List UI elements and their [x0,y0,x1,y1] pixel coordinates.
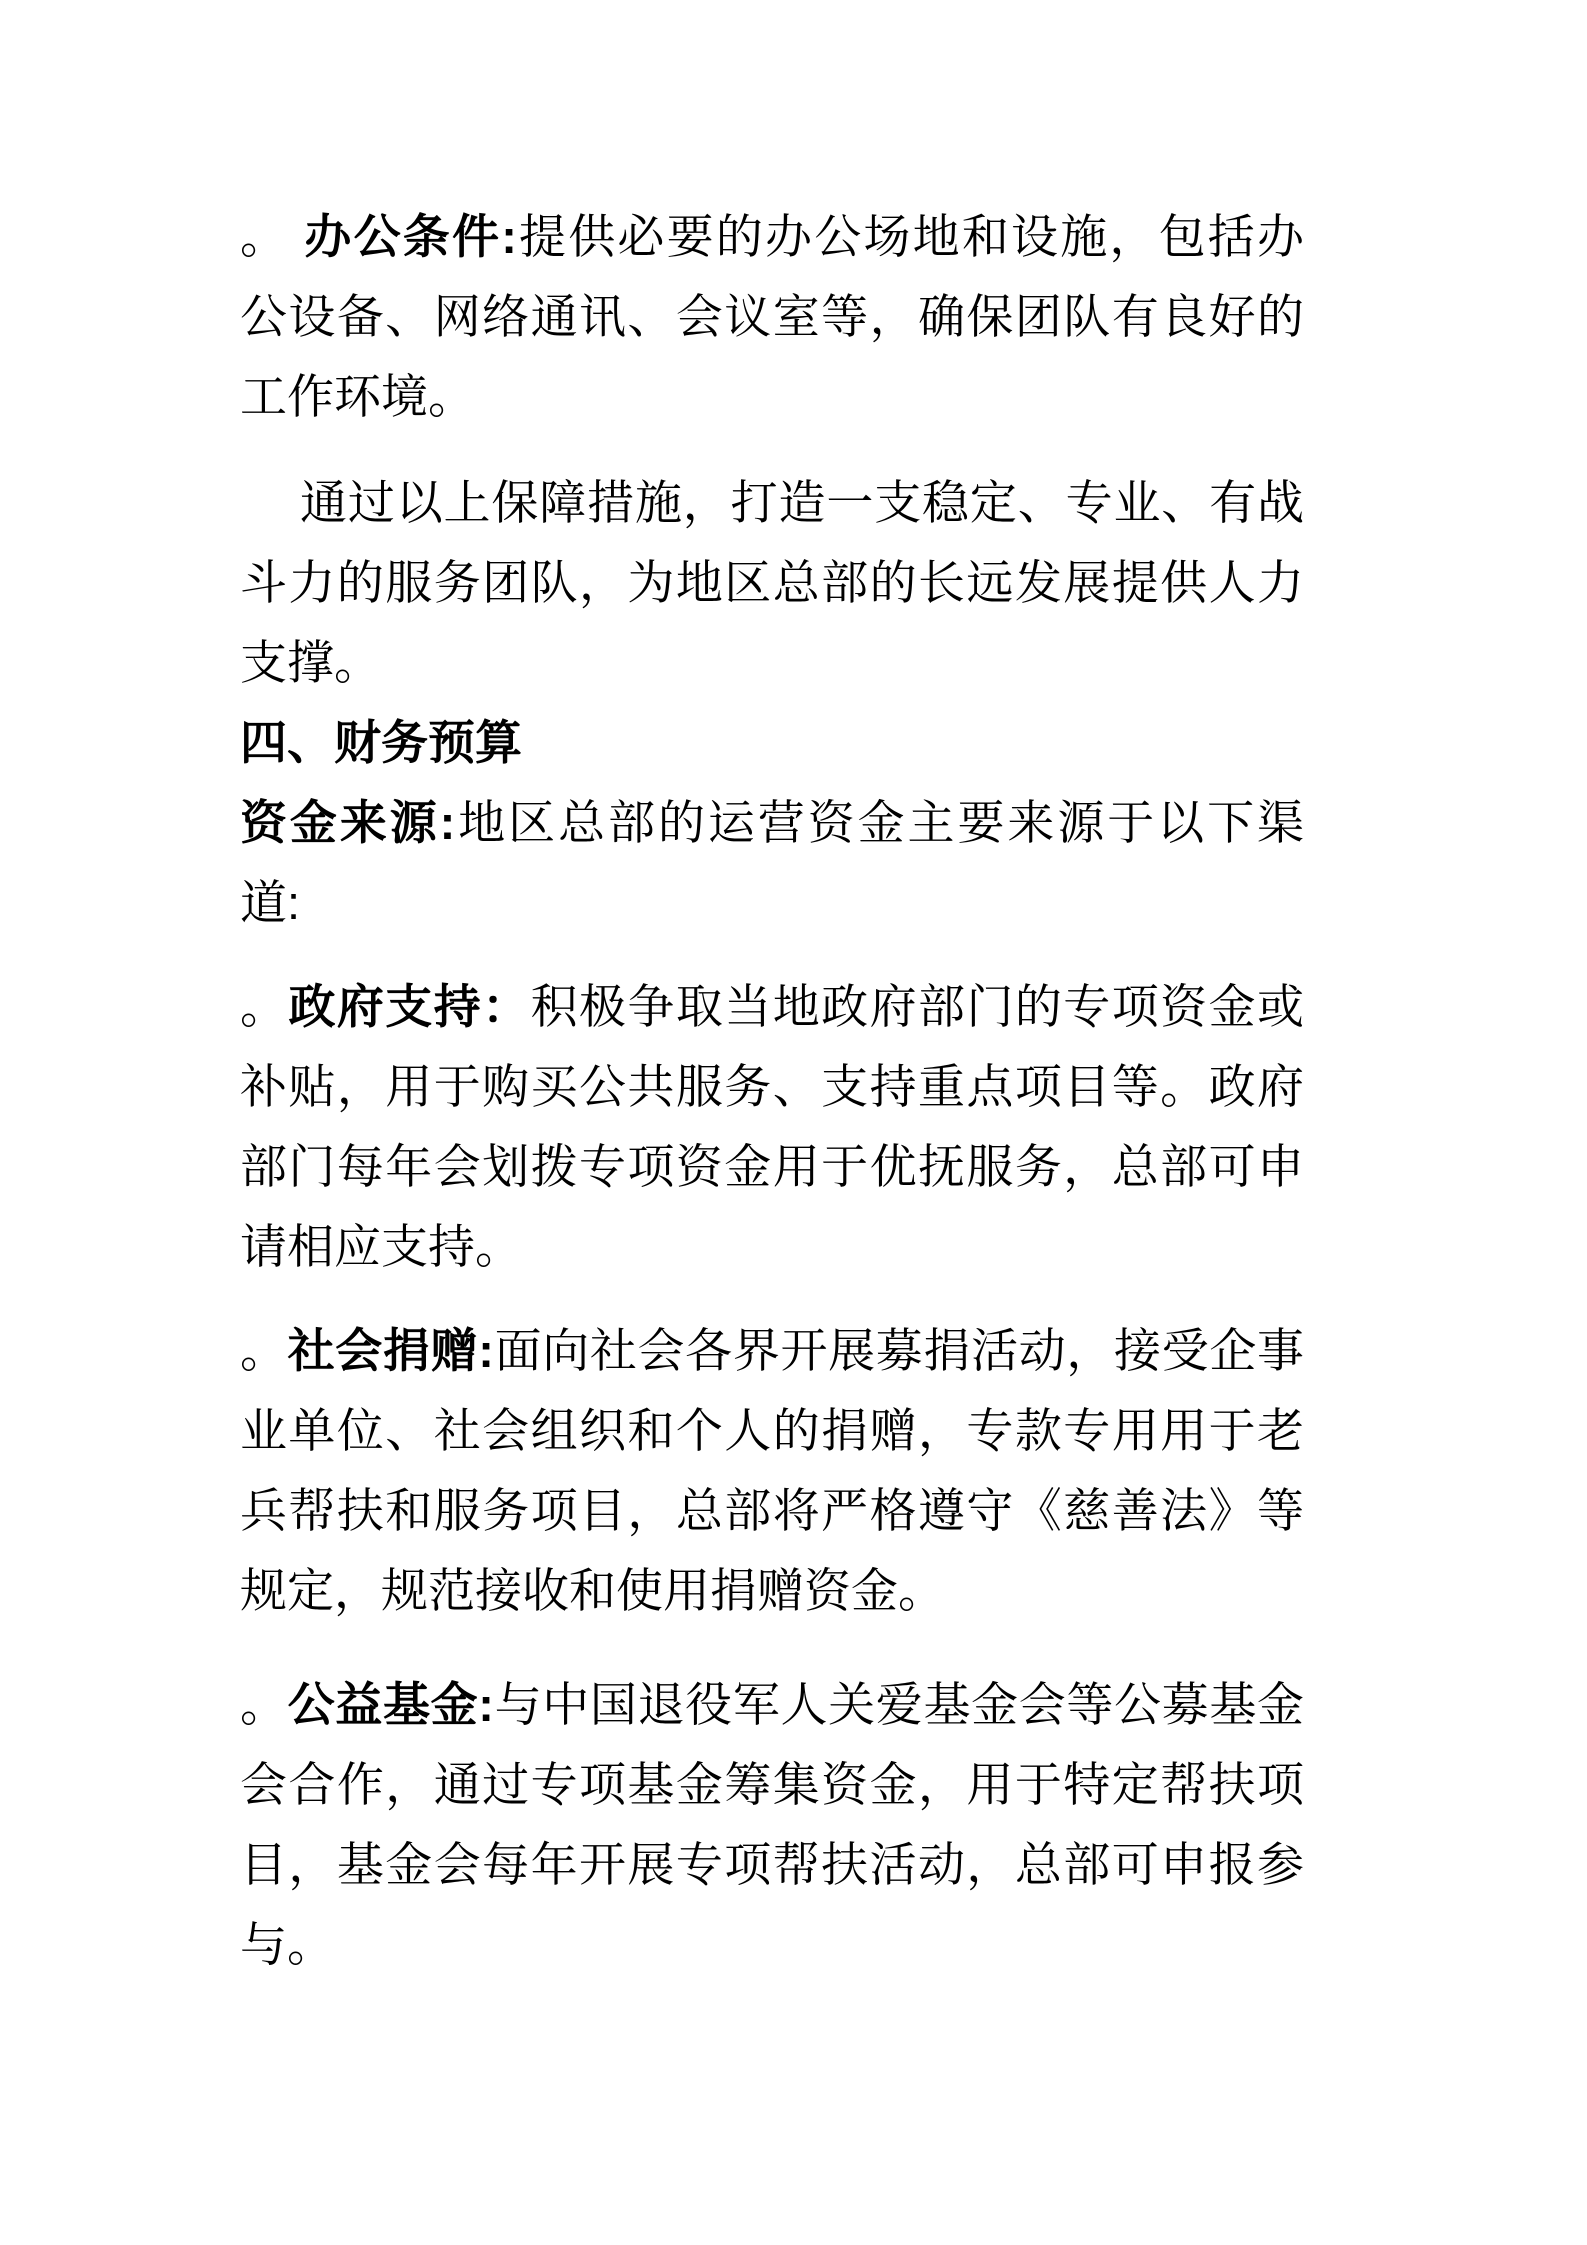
text-run: 补贴，用于购买公共服务、支持重点项目等。政府 [240,1060,1304,1113]
text-run: 会合作，通过专项基金筹集资金，用于特定帮扶项 [240,1758,1304,1811]
text-line [240,1745,1304,1825]
text-line [240,1825,1304,1905]
bold-run: 社会捐赠: [287,1324,494,1377]
bullet-mark: 。 [240,980,289,1033]
text-line [240,1207,1304,1287]
text-line [240,703,1304,783]
para-office-conditions [240,197,1304,437]
bullet-mark: 。 [240,1678,288,1731]
text-line [240,783,1304,863]
text-run: 请相应支持。 [240,1220,522,1273]
bold-run: 四、财务预算 [240,716,522,769]
text-line [240,1127,1304,1207]
text-line [240,1905,1304,1985]
text-line [240,623,1304,703]
para-public-welfare-fund [240,1665,1304,1985]
bold-run: 资金来源: [240,796,456,849]
text-run: 工作环境。 [240,370,475,423]
text-line [240,1311,1304,1391]
text-run: 提供必要的办公场地和设施，包括办 [516,210,1305,263]
text-run: 兵帮扶和服务项目，总部将严格遵守《慈善法》等 [240,1484,1304,1537]
text-line [240,197,1304,277]
para-government-support [240,967,1304,1287]
text-line [240,967,1304,1047]
text-line [240,277,1304,357]
text-line [240,863,1304,943]
text-run: 业单位、社会组织和个人的捐赠，专款专用用于老 [240,1404,1304,1457]
text-run: 地区总部的运营资金主要来源于以下渠 [455,796,1305,849]
text-run: 与中国退役军人关爱基金会等公募基金 [493,1678,1305,1731]
text-run: 道: [240,876,301,929]
text-run: 斗力的服务团队，为地区总部的长远发展提供人力 [240,556,1304,609]
text-run: 目，基金会每年开展专项帮扶活动，总部可申报参 [240,1838,1304,1891]
bullet-mark: 。 [240,1324,288,1377]
document-body [240,197,1304,1985]
text-run: 公设备、网络通讯、会议室等，确保团队有良好的 [240,290,1304,343]
text-run: 面向社会各界开展募捐活动，接受企事 [493,1324,1305,1377]
text-line [240,1471,1304,1551]
text-run: 支撑。 [240,636,381,689]
text-line [240,1391,1304,1471]
bold-run: 办公条件: [302,210,517,263]
bold-run: 公益基金: [287,1678,494,1731]
text-run: 通过以上保障措施，打造一支稳定、专业、有战 [300,476,1304,529]
para-social-donation [240,1311,1304,1631]
text-run: 部门每年会划拨专项资金用于优抚服务，总部可申 [240,1140,1304,1193]
text-run: 规定，规范接收和使用捐赠资金。 [240,1564,945,1617]
text-run: 与。 [240,1918,334,1971]
heading-finance-budget [240,703,1304,783]
bold-run: 政府支持： [288,980,531,1033]
text-line [240,357,1304,437]
para-funding-sources [240,783,1304,943]
text-line [240,463,1304,543]
bullet-mark: 。 [240,210,290,263]
text-line [240,1551,1304,1631]
text-line [240,543,1304,623]
text-run: 积极争取当地政府部门的专项资金或 [530,980,1305,1033]
text-line [240,1665,1304,1745]
text-line [240,1047,1304,1127]
para-team-summary [240,463,1304,703]
